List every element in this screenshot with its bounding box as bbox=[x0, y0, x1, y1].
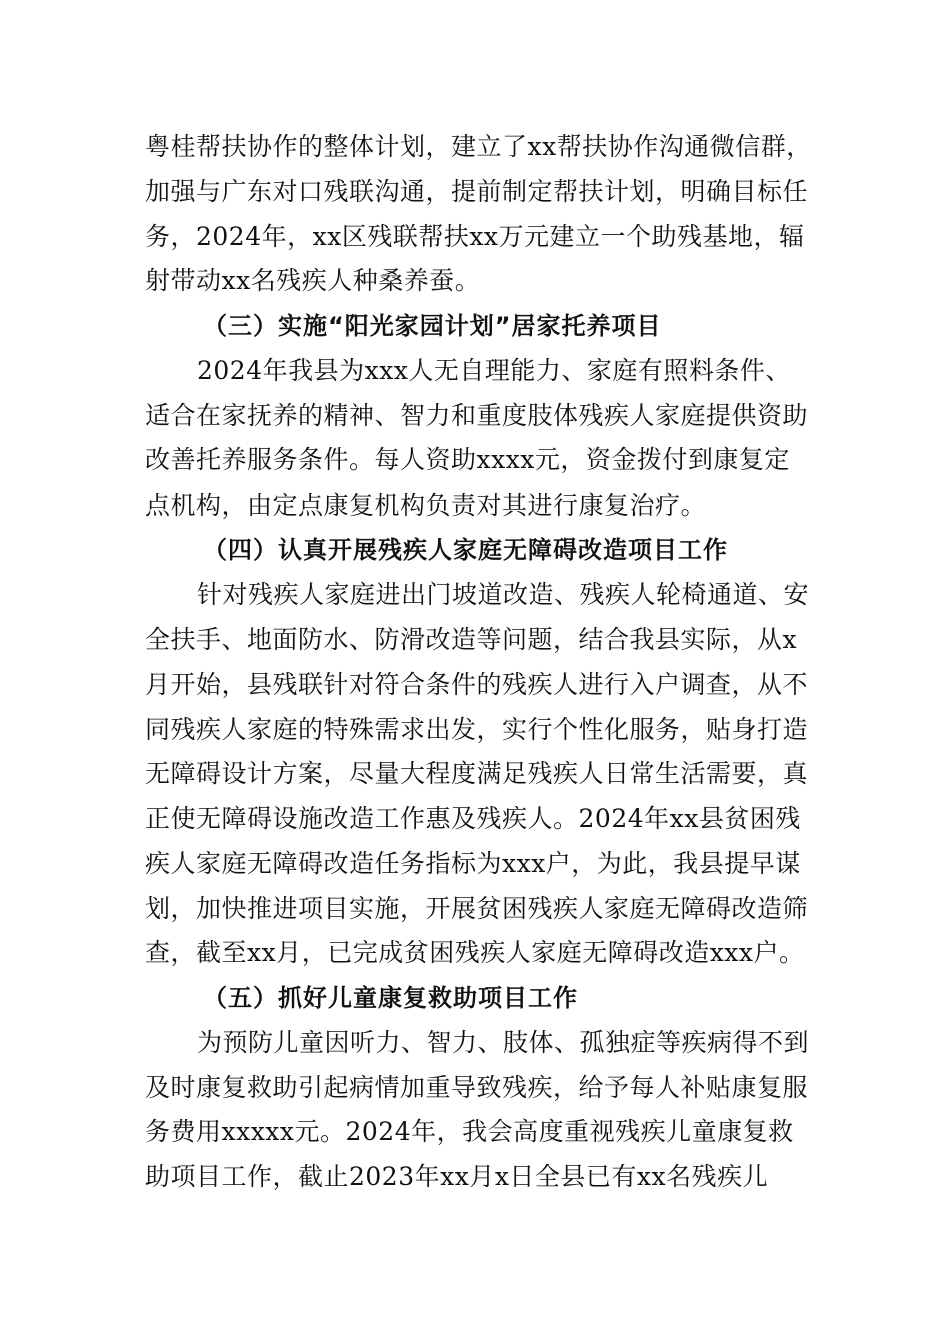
text-line: 点机构，由定点康复机构负责对其进行康复治疗。 bbox=[145, 491, 707, 520]
text-line: 月开始，县残联针对符合条件的残疾人进行入户调查，从不 bbox=[145, 670, 809, 699]
section-heading-4: （四）认真开展残疾人家庭无障碍改造项目工作 bbox=[203, 536, 728, 564]
text-line: 为预防儿童因听力、智力、肢体、孤独症等疾病得不到 bbox=[197, 1028, 810, 1057]
text-line: 射带动xx名残疾人种桑养蚕。 bbox=[145, 266, 481, 295]
text-line: 全扶手、地面防水、防滑改造等问题，结合我县实际，从x bbox=[145, 625, 798, 654]
section-heading-5: （五）抓好儿童康复救助项目工作 bbox=[203, 984, 578, 1012]
text-line: 助项目工作，截止2023年xx月x日全县已有xx名残疾儿 bbox=[145, 1162, 769, 1191]
text-line: 改善托养服务条件。每人资助xxxx元，资金拨付到康复定 bbox=[145, 445, 790, 474]
text-line: 2024年我县为xxx人无自理能力、家庭有照料条件、 bbox=[197, 356, 791, 385]
text-line: 适合在家抚养的精神、智力和重度肢体残疾人家庭提供资助 bbox=[145, 401, 809, 430]
text-line: 划，加快推进项目实施，开展贫困残疾人家庭无障碍改造筛 bbox=[145, 894, 809, 923]
text-line: 查，截至xx月，已完成贫困残疾人家庭无障碍改造xxx户。 bbox=[145, 938, 805, 967]
text-line: 及时康复救助引起病情加重导致残疾，给予每人补贴康复服 bbox=[145, 1073, 809, 1102]
text-line: 针对残疾人家庭进出门坡道改造、残疾人轮椅通道、安 bbox=[197, 580, 810, 609]
section-heading-3: （三）实施“阳光家园计划”居家托养项目 bbox=[203, 312, 662, 340]
text-line: 疾人家庭无障碍改造任务指标为xxx户，为此，我县提早谋 bbox=[145, 849, 801, 878]
text-line: 无障碍设计方案，尽量大程度满足残疾人日常生活需要，真 bbox=[145, 759, 809, 788]
text-line: 粤桂帮扶协作的整体计划，建立了xx帮扶协作沟通微信群， bbox=[145, 132, 812, 161]
text-line: 务，2024年，xx区残联帮扶xx万元建立一个助残基地，辐 bbox=[145, 222, 805, 251]
text-line: 加强与广东对口残联沟通，提前制定帮扶计划，明确目标任 bbox=[145, 177, 809, 206]
text-line: 同残疾人家庭的特殊需求出发，实行个性化服务，贴身打造 bbox=[145, 715, 809, 744]
text-line: 正使无障碍设施改造工作惠及残疾人。2024年xx县贫困残 bbox=[145, 804, 801, 833]
text-line: 务费用xxxxx元。2024年，我会高度重视残疾儿童康复救 bbox=[145, 1117, 794, 1146]
